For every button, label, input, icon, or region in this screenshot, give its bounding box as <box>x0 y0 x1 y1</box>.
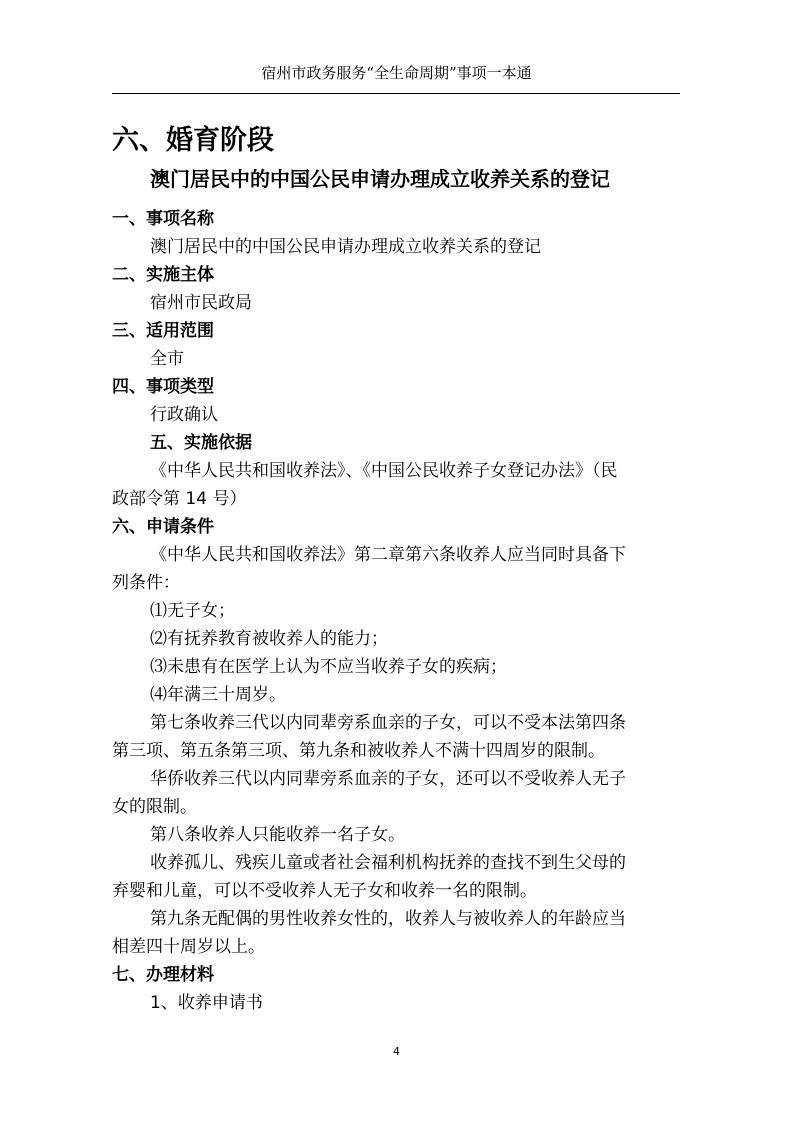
section-1-heading: 一、事项名称 <box>112 209 214 229</box>
section-6-heading: 六、申请条件 <box>112 517 214 537</box>
section-6-para-5-line-2: 弃婴和儿童，可以不受收养人无子女和收养一名的限制。 <box>112 881 537 901</box>
section-7-heading: 七、办理材料 <box>112 965 214 985</box>
running-header: 宿州市政务服务“全生命周期”事项一本通 <box>261 64 532 82</box>
section-4-body: 行政确认 <box>150 405 218 425</box>
section-6-para-6-line-2: 相差四十周岁以上。 <box>112 937 265 957</box>
section-6-para-2-line-2: 第三项、第五条第三项、第九条和被收养人不满十四周岁的限制。 <box>112 741 605 761</box>
materials-item-1: 1、收养申请书 <box>150 993 263 1013</box>
section-2-heading: 二、实施主体 <box>112 265 214 285</box>
section-6-para-6-line-1: 第九条无配偶的男性收养女性的，收养人与被收养人的年龄应当 <box>150 909 626 929</box>
section-6-para-5-line-1: 收养孤儿、残疾儿童或者社会福利机构抚养的查找不到生父母的 <box>150 853 626 873</box>
section-5-heading: 五、实施依据 <box>150 433 252 453</box>
section-6-para-3-line-1: 华侨收养三代以内同辈旁系血亲的子女，还可以不受收养人无子 <box>150 769 626 789</box>
condition-item-1: ⑴无子女； <box>150 601 235 621</box>
section-6-para-2-line-1: 第七条收养三代以内同辈旁系血亲的子女，可以不受本法第四条 <box>150 713 626 733</box>
document-title: 澳门居民中的中国公民申请办理成立收养关系的登记 <box>150 167 610 191</box>
section-6-para-3-line-2: 女的限制。 <box>112 797 197 817</box>
section-4-heading: 四、事项类型 <box>112 377 214 397</box>
section-3-body: 全市 <box>150 349 184 369</box>
condition-item-2: ⑵有抚养教育被收养人的能力； <box>150 629 388 649</box>
section-2-body: 宿州市民政局 <box>150 293 252 313</box>
section-6-para-1-line-1: 《中华人民共和国收养法》第二章第六条收养人应当同时具备下 <box>150 545 626 565</box>
chapter-title: 六、婚育阶段 <box>112 125 274 156</box>
section-6-para-4: 第八条收养人只能收养一名子女。 <box>150 825 405 845</box>
condition-item-3: ⑶未患有在医学上认为不应当收养子女的疾病； <box>150 657 507 677</box>
section-6-para-1-line-2: 列条件： <box>112 573 180 593</box>
section-5-line-1: 《中华人民共和国收养法》、《中国公民收养子女登记办法》（民 <box>150 461 618 481</box>
header-rule <box>112 93 680 94</box>
page-number: 4 <box>393 1045 400 1058</box>
condition-item-4: ⑷年满三十周岁。 <box>150 685 286 705</box>
section-1-body: 澳门居民中的中国公民申请办理成立收养关系的登记 <box>150 237 541 257</box>
section-5-line-2: 政部令第 14 号） <box>112 489 247 509</box>
section-3-heading: 三、适用范围 <box>112 321 214 341</box>
